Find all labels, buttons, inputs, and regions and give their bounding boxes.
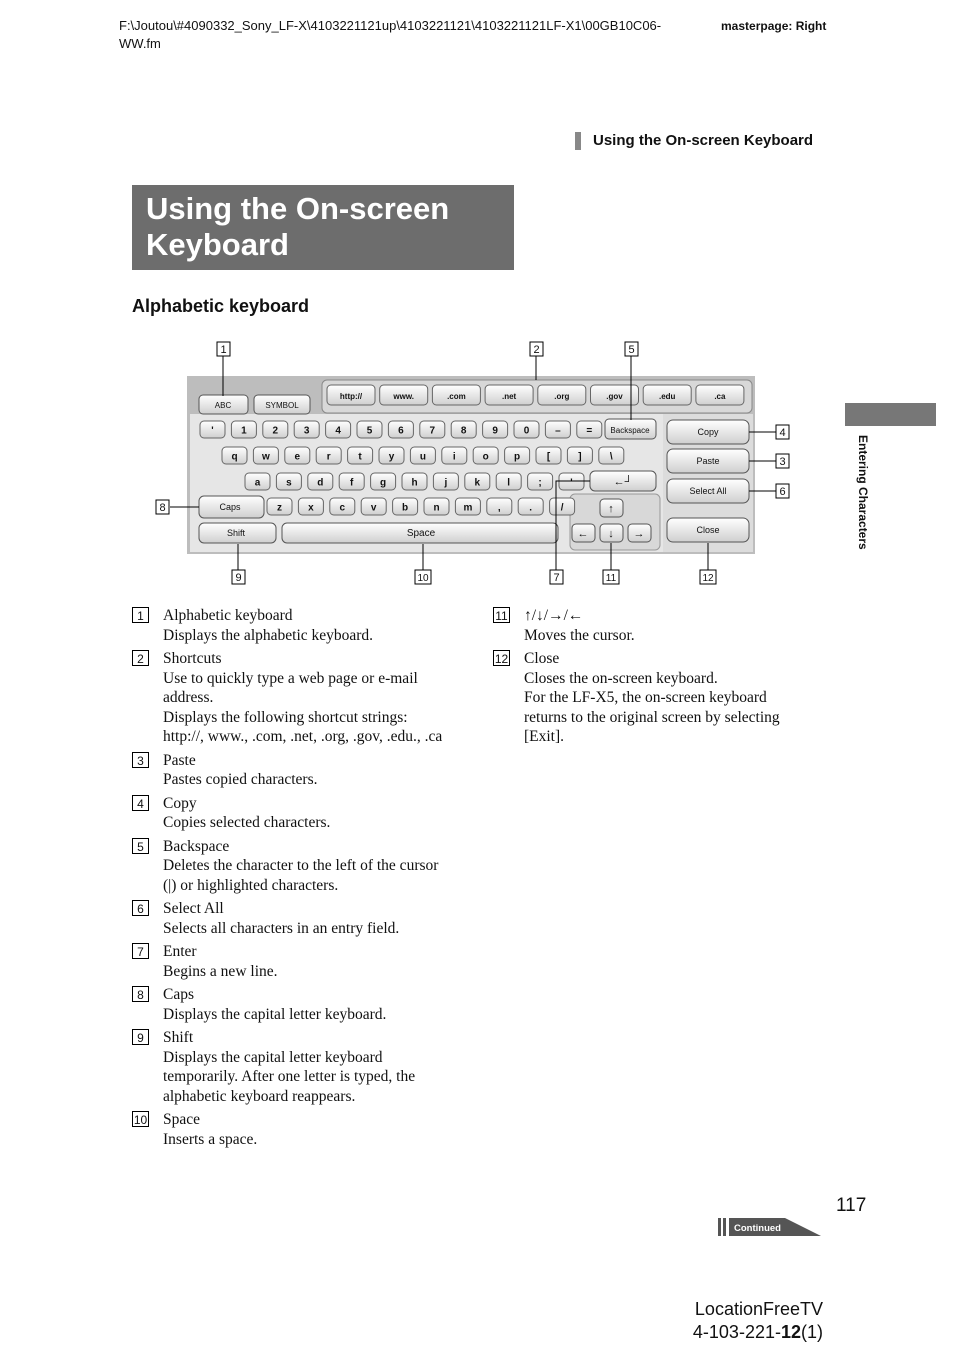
- key-row2-label: y: [388, 451, 395, 463]
- item-description: Inserts a space.: [163, 1130, 258, 1148]
- file-path: F:\Joutou\#4090332_Sony_LF-X\4103221121up\4103221121\4103221121LF-X1\00GB10C06-WW.fm: [119, 18, 662, 51]
- item-body: [163, 649, 442, 747]
- item-body: [163, 606, 373, 645]
- abc-tab-label: ABC: [214, 401, 232, 410]
- callout-10: 10: [417, 573, 429, 584]
- footer: [640, 1298, 823, 1344]
- key-row1-label: 8: [460, 425, 467, 437]
- side-tab-bar: [845, 403, 936, 426]
- callout-5: 5: [628, 344, 635, 356]
- key-row2-label: q: [231, 451, 238, 463]
- running-title: Using the On-screen Keyboard: [575, 132, 813, 150]
- item-title: Enter: [163, 943, 197, 960]
- shortcut-key-label: .net: [501, 392, 517, 401]
- item-body: [163, 837, 438, 896]
- item-body: [163, 985, 386, 1024]
- item-description: Deletes the character to the left of the cursor: [163, 857, 439, 874]
- callout-6: 6: [779, 486, 786, 498]
- item-body: [163, 899, 399, 938]
- item-title: Select All: [163, 900, 224, 917]
- key-row3-label: l: [507, 477, 511, 489]
- item-number: 10: [133, 1113, 148, 1127]
- continued-label: Continued: [734, 1223, 781, 1234]
- key-row2-label: ]: [578, 451, 582, 463]
- symbol-tab-label: SYMBOL: [265, 401, 299, 410]
- item-title: Close: [524, 650, 560, 667]
- shortcut-key-label: .gov: [606, 392, 623, 401]
- key-row2-label: \: [609, 451, 613, 463]
- list-item: [132, 942, 477, 981]
- arrow-left-icon: ←: [577, 528, 589, 540]
- item-description: Displays the capital letter keyboard: [163, 1048, 383, 1066]
- masterpage-label: masterpage: Right: [721, 19, 827, 33]
- key-row2-label: u: [419, 451, 426, 463]
- key-row3-label: a: [254, 477, 261, 489]
- page-title: Using the On-screen Keyboard: [146, 191, 450, 262]
- enter-label: ←┘: [613, 476, 633, 488]
- key-row2-label: [: [546, 451, 551, 463]
- key-row1-label: ': [211, 425, 214, 437]
- list-item: [132, 751, 477, 790]
- item-description: Displays the capital letter keyboard.: [163, 1005, 387, 1023]
- item-description: [Exit].: [524, 728, 565, 745]
- item-title: Alphabetic keyboard: [163, 607, 293, 624]
- key-row4-label: v: [370, 502, 377, 514]
- item-number: 6: [132, 900, 149, 916]
- item-title: ↑/↓/→/←: [524, 607, 584, 624]
- item-description: alphabetic keyboard reappears.: [163, 1087, 356, 1105]
- close-label: Close: [696, 525, 720, 535]
- key-row2-label: i: [452, 451, 456, 463]
- item-body: [163, 1028, 415, 1106]
- shortcut-key-label: .com: [447, 392, 466, 401]
- arrow-down-icon: ↓: [608, 528, 614, 540]
- list-item: [132, 1028, 477, 1106]
- continued-marker: [717, 1210, 823, 1238]
- keyboard-illustration: [150, 338, 800, 593]
- item-description: Closes the on-screen keyboard.: [524, 669, 718, 687]
- item-description: temporarily. After one letter is typed, the: [163, 1068, 416, 1085]
- key-row2-label: e: [294, 451, 301, 463]
- item-description: (|) or highlighted characters.: [163, 876, 339, 894]
- item-description: Displays the alphabetic keyboard.: [163, 626, 374, 644]
- key-row2-label: o: [482, 451, 489, 463]
- key-row1-label: 3: [303, 425, 310, 437]
- key-row4-label: m: [463, 502, 473, 514]
- key-row4-label: c: [339, 502, 346, 514]
- item-description: Displays the following shortcut strings:: [163, 708, 408, 726]
- paste-label: Paste: [696, 456, 720, 466]
- key-row4-label: ,: [497, 502, 501, 514]
- item-body: [524, 606, 635, 645]
- footer-code-suffix: (1): [801, 1322, 823, 1342]
- item-title: Backspace: [163, 837, 230, 855]
- item-body: [163, 794, 330, 833]
- item-title: Shortcuts: [163, 650, 222, 667]
- callout-2: 2: [533, 344, 540, 356]
- item-description: Use to quickly type a web page or e-mail: [163, 669, 418, 687]
- shift-label: Shift: [226, 528, 246, 538]
- item-number: 3: [132, 752, 149, 768]
- key-row4-label: z: [277, 502, 282, 514]
- item-number: 8: [132, 986, 149, 1002]
- item-number: 7: [132, 943, 149, 959]
- key-row2-label: w: [262, 451, 270, 463]
- select-all-label: Select All: [689, 486, 727, 496]
- key-row4-label: b: [402, 502, 409, 514]
- key-row1-label: 9: [492, 425, 498, 437]
- item-description: Selects all characters in an entry field.: [163, 919, 400, 937]
- callout-11: 11: [605, 573, 617, 584]
- item-body: [163, 1110, 257, 1149]
- list-item: [132, 837, 477, 896]
- item-description: Begins a new line.: [163, 962, 278, 980]
- item-number: 4: [132, 795, 149, 811]
- key-row1-label: =: [586, 425, 593, 437]
- key-row2-label: r: [326, 451, 331, 463]
- key-row1-label: 1: [241, 425, 247, 437]
- key-row1-label: 0: [523, 425, 530, 437]
- page-title-box: [132, 185, 514, 270]
- callout-4: 4: [779, 427, 786, 439]
- copy-label: Copy: [697, 427, 719, 437]
- list-item: [132, 1110, 477, 1149]
- key-row4-label: n: [433, 502, 440, 514]
- key-row4-label: .: [529, 502, 533, 514]
- item-description: For the LF-X5, the on-screen keyboard: [524, 689, 767, 706]
- item-body: [524, 649, 780, 747]
- shortcut-key-label: http://: [339, 392, 363, 401]
- shortcut-key-label: .org: [554, 392, 570, 401]
- key-row2-label: t: [358, 451, 362, 463]
- arrow-right-icon: →: [633, 528, 645, 540]
- key-row4-label: x: [308, 502, 314, 514]
- section-title: Alphabetic keyboard: [132, 296, 310, 316]
- item-title: Paste: [163, 751, 196, 769]
- callout-7: 7: [553, 572, 560, 584]
- key-row3-label: s: [286, 477, 292, 489]
- key-row3-label: h: [411, 477, 418, 489]
- item-description: returns to the original screen by selecting: [524, 708, 780, 726]
- list-item: [493, 649, 823, 747]
- item-number: 5: [132, 838, 149, 854]
- callout-9: 9: [235, 572, 242, 584]
- key-row3-label: ': [570, 477, 573, 489]
- key-row1-label: 2: [272, 425, 279, 437]
- item-number: 1: [132, 607, 149, 623]
- item-description: Moves the cursor.: [524, 626, 635, 644]
- list-item: [493, 606, 823, 645]
- item-number: 9: [132, 1029, 149, 1045]
- item-body: [163, 942, 278, 981]
- list-item: [132, 985, 477, 1024]
- key-row3-label: f: [350, 477, 354, 489]
- list-item: [132, 794, 477, 833]
- key-row1-label: –: [555, 425, 561, 437]
- list-item: [132, 649, 477, 747]
- key-row2-label: p: [514, 451, 521, 463]
- key-row3-label: g: [380, 477, 387, 489]
- backspace-label: Backspace: [610, 426, 650, 435]
- item-number: 2: [132, 650, 149, 666]
- shortcut-key-label: .edu: [658, 392, 676, 401]
- key-row3-label: j: [444, 477, 448, 489]
- callout-3: 3: [779, 456, 786, 468]
- callout-12: 12: [702, 573, 714, 584]
- key-row1-label: 5: [366, 425, 373, 437]
- callout-8: 8: [159, 502, 166, 514]
- footer-code-prefix: 4-103-221-: [692, 1322, 781, 1342]
- item-title: Space: [163, 1111, 201, 1128]
- footer-product: LocationFreeTV: [694, 1299, 823, 1319]
- arrow-up-icon: ↑: [608, 503, 614, 515]
- key-row1-label: 4: [335, 425, 341, 437]
- item-description: address.: [163, 689, 214, 706]
- key-row3-label: d: [317, 477, 324, 489]
- item-title: Copy: [163, 794, 197, 812]
- item-body: [163, 751, 318, 790]
- caps-label: Caps: [219, 502, 241, 512]
- item-description: Copies selected characters.: [163, 814, 331, 831]
- item-list-left: [132, 606, 477, 1153]
- item-list-right: [493, 606, 823, 751]
- shortcut-key-label: .ca: [714, 392, 726, 401]
- key-row3-label: k: [474, 477, 481, 489]
- side-tab-label: Entering Characters: [856, 435, 870, 550]
- item-description: Pastes copied characters.: [163, 771, 318, 788]
- list-item: [132, 606, 477, 645]
- footer-code-bold: 12: [780, 1322, 801, 1342]
- shortcut-key-label: www.: [393, 392, 414, 401]
- item-description: http://, www., .com, .net, .org, .gov, .edu., .ca: [163, 728, 443, 745]
- item-number: 11: [493, 607, 510, 623]
- page-number: 117: [836, 1195, 867, 1216]
- item-title: Caps: [163, 986, 194, 1003]
- callout-1: 1: [220, 344, 227, 356]
- key-row4-label: /: [560, 502, 564, 514]
- item-title: Shift: [163, 1029, 194, 1046]
- list-item: [132, 899, 477, 938]
- space-label: Space: [406, 528, 436, 539]
- key-row3-label: ;: [538, 477, 542, 489]
- item-number: 12: [494, 652, 509, 666]
- key-row1-label: 7: [429, 425, 436, 437]
- footer-code: [640, 1321, 823, 1344]
- key-row1-label: 6: [398, 425, 404, 437]
